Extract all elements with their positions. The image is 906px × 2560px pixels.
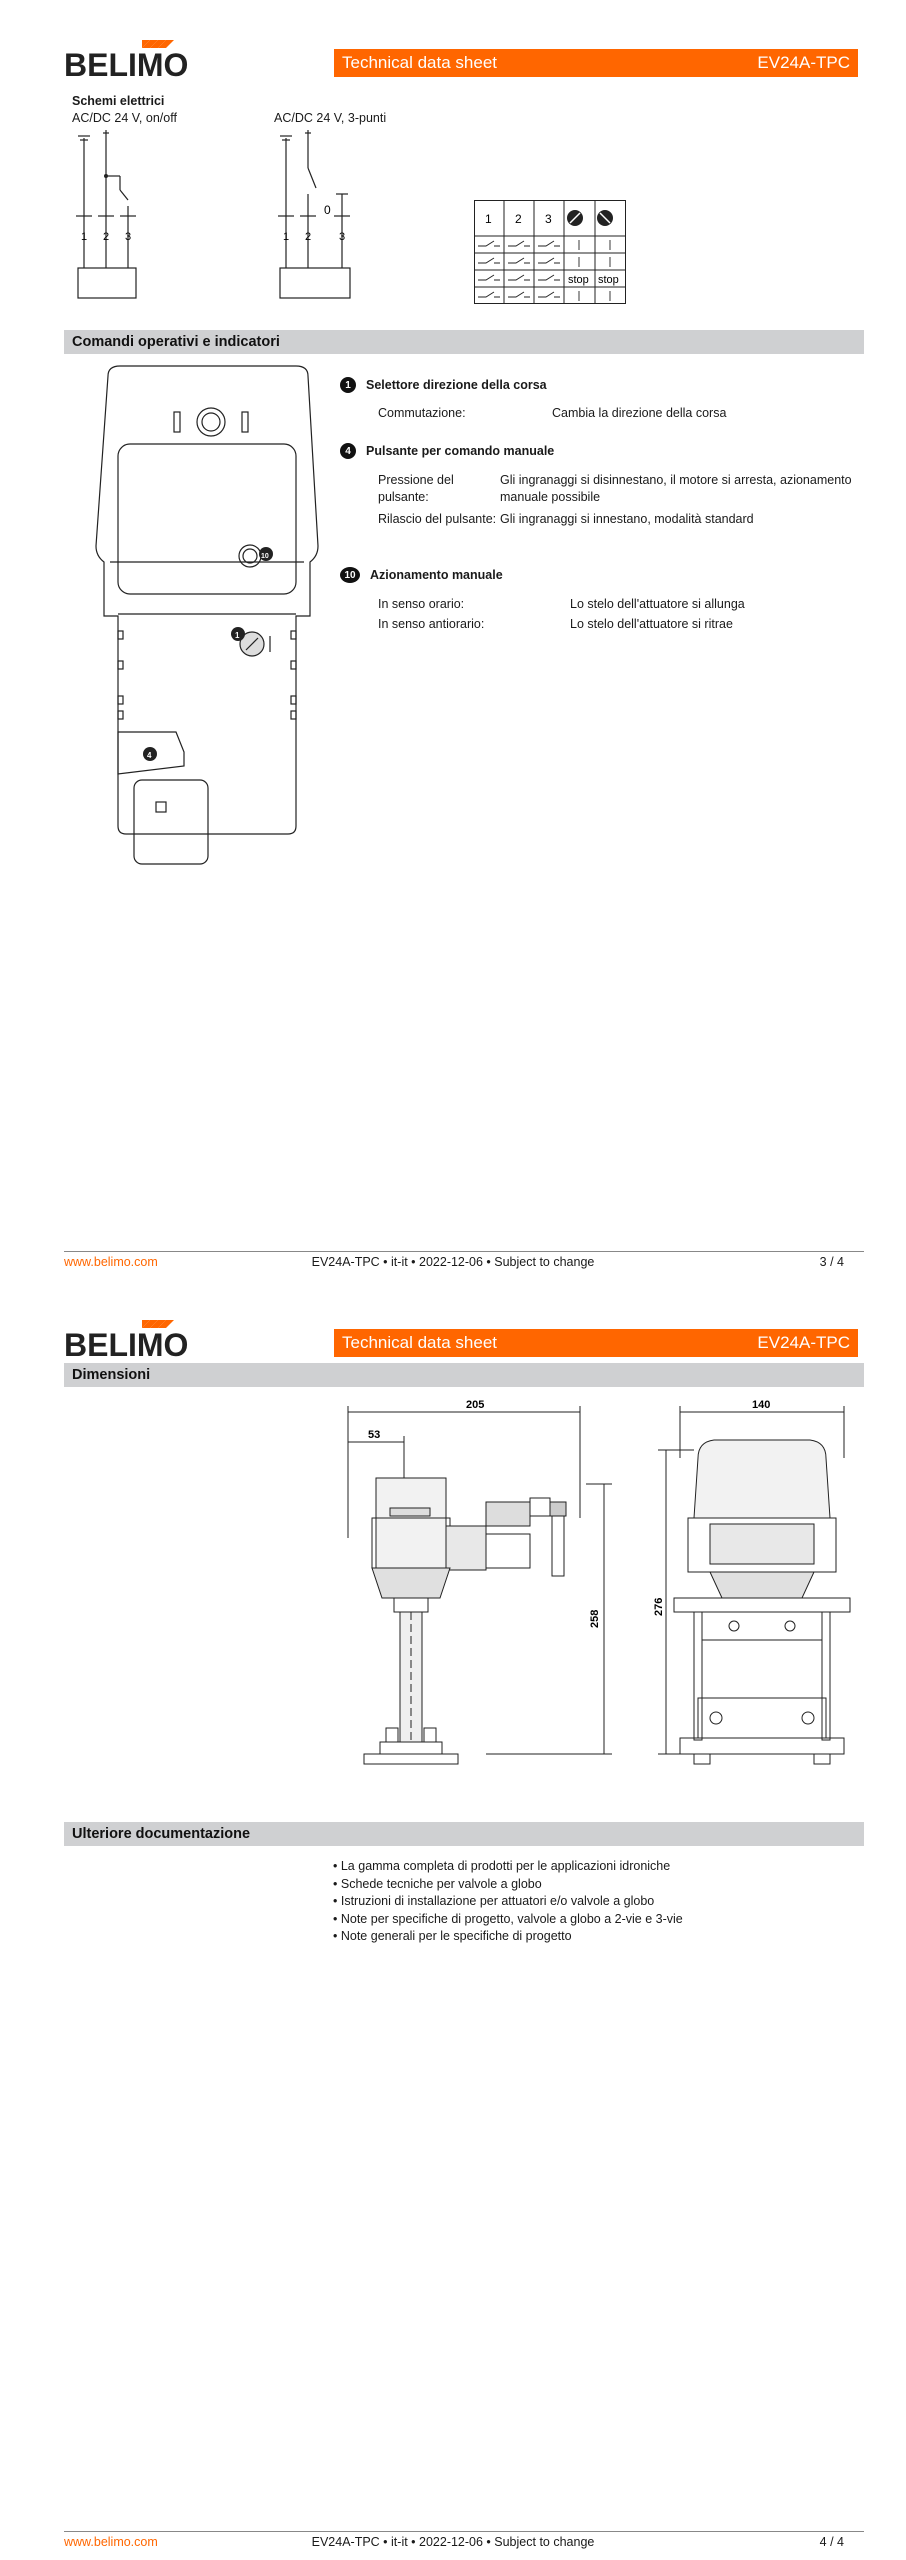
footer-center-text: EV24A-TPC • it-it • 2022-12-06 • Subject to change [311,1255,595,1269]
control-title: Pulsante per comando manuale [366,444,555,458]
stop-label: stop [598,274,619,286]
documentation-section-bar [64,1822,864,1846]
footer-link[interactable]: www.belimo.com [64,1255,158,1269]
control-row [378,511,864,528]
terminal-1: 1 [283,231,290,243]
table-header-1: 1 [485,212,492,226]
dimensions-section-title: Dimensioni [72,1367,151,1383]
control-row-value: Cambia la direzione della corsa [552,406,727,420]
header-model: EV24A-TPC [757,53,850,72]
switch-table [474,200,626,304]
terminal-2: 2 [305,231,312,243]
control-row [378,472,864,506]
control-number-badge: 10 [340,567,360,583]
header-title: Technical data sheet [342,1333,497,1352]
control-row-label: Commutazione: [378,406,466,420]
table-header-3: 3 [545,212,552,226]
svg-text:10: 10 [261,553,269,560]
header-bar [334,1329,858,1357]
control-number-badge: 4 [340,443,356,459]
documentation-section-title: Ulteriore documentazione [72,1826,251,1842]
header-model: EV24A-TPC [757,1333,850,1352]
wiring-diagram1-label: AC/DC 24 V, on/off [72,111,177,125]
terminal-2: 2 [103,231,110,243]
control-row-label: Rilascio del pulsante: [378,512,497,526]
control-row [378,616,733,633]
control-row-value: Lo stelo dell'attuatore si allunga [570,597,745,611]
footer-divider [64,2531,864,2532]
controls-section-title: Comandi operativi e indicatori [72,334,280,350]
control-title: Azionamento manuale [370,568,503,582]
control-row-value: Gli ingranaggi si disinnestano, il motore si arresta, azionamento manuale possibile [500,473,852,504]
control-title: Selettore direzione della corsa [366,378,547,392]
control-item-1-heading [340,377,547,393]
control-row-value: Gli ingranaggi si innestano, modalità standard [500,512,754,526]
control-row-label: In senso antiorario: [378,617,485,631]
control-row [378,596,745,613]
logo-flag-icon [64,40,189,83]
dim-depth: 140 [752,1399,771,1411]
control-number-badge: 1 [340,377,356,393]
control-row-label: In senso orario: [378,597,465,611]
wiring-diagram-onoff [70,128,150,303]
controls-section-bar [64,330,864,354]
control-row-label: Pressione del pulsante: [378,473,454,504]
wiring-diagram-3point [272,128,372,303]
control-row-value: Lo stelo dell'attuatore si ritrae [570,617,733,631]
actuator-drawing [96,366,328,862]
dimensions-section-bar [64,1363,864,1387]
documentation-item: • Note generali per le specifiche di progetto [333,1928,683,1946]
control-item-4-heading [340,443,554,459]
dim-width-total: 205 [466,1399,485,1411]
svg-text:1: 1 [235,631,240,640]
header-title: Technical data sheet [342,53,497,72]
footer-center-text: EV24A-TPC • it-it • 2022-12-06 • Subject to change [311,2535,595,2549]
table-header-2: 2 [515,212,522,226]
zero-label: 0 [324,203,331,217]
documentation-item: • Istruzioni di installazione per attuatori e/o valvole a globo [333,1893,683,1911]
documentation-item: • Note per specifiche di progetto, valvole a globo a 2-vie e 3-vie [333,1911,683,1929]
logo-text: BELIMO [64,47,189,83]
documentation-list [333,1858,683,1946]
terminal-1: 1 [81,231,88,243]
footer-page-number: 4 / 4 [819,2535,844,2549]
footer-divider [64,1251,864,1252]
wiring-heading: Schemi elettrici [72,94,165,108]
stop-label: stop [568,274,589,286]
svg-text:4: 4 [147,751,152,760]
dimension-drawing-front [336,1398,626,1783]
header-bar [334,49,858,77]
page-4 [0,1280,906,2560]
dimension-drawing-side [654,1398,864,1783]
terminal-3: 3 [339,231,346,243]
dim-height-side: 276 [653,1597,665,1616]
dim-height-front: 258 [589,1609,601,1628]
footer-page-number: 3 / 4 [819,1255,844,1269]
documentation-item: • Schede tecniche per valvole a globo [333,1876,683,1894]
terminal-3: 3 [125,231,132,243]
documentation-item: • La gamma completa di prodotti per le applicazioni idroniche [333,1858,683,1876]
footer-link[interactable]: www.belimo.com [64,2535,158,2549]
dim-offset: 53 [368,1429,381,1441]
control-row [378,405,726,422]
belimo-logo [64,1320,189,1365]
control-item-10-heading [340,567,503,583]
wiring-diagram2-label: AC/DC 24 V, 3-punti [274,111,387,125]
belimo-logo [64,40,189,85]
logo-text: BELIMO [64,1327,189,1363]
logo-flag-icon [64,1320,189,1363]
